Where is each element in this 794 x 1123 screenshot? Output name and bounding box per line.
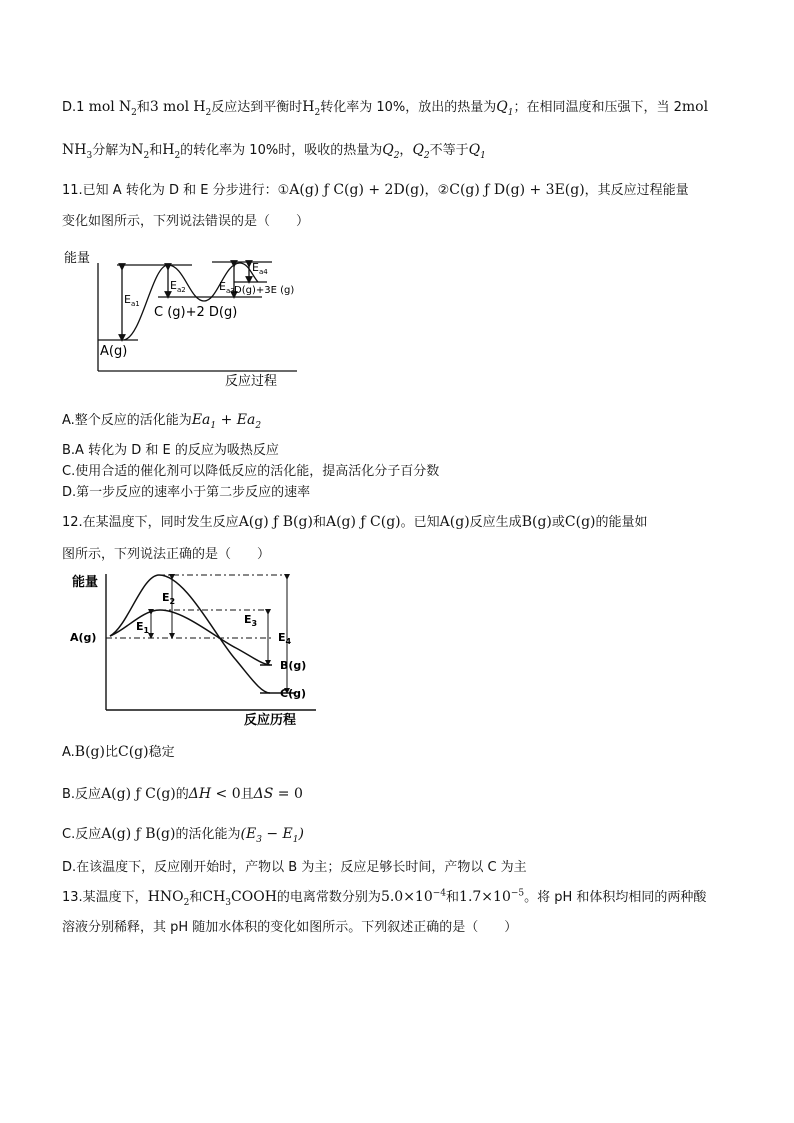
q12-ylabel: 能量 <box>72 575 99 590</box>
q12-label-e1: $E_1$ <box>136 620 150 635</box>
q11-ylabel: 能量 <box>64 251 91 266</box>
q12-energy-diagram <box>66 568 336 728</box>
q12-xlabel: 反应历程 <box>244 713 297 728</box>
q12-option-b: B.反应A(g) ƒ C(g)的ΔH < 0且ΔS = 0 <box>62 786 303 802</box>
q11-label-a: A(g) <box>100 344 128 359</box>
q12-label-b: B(g) <box>280 659 307 672</box>
q12-label-e2: $E_2$ <box>162 591 176 606</box>
q13-stem-line1: 13.某温度下，$HNO_2$和$CH_3COOH$的电离常数分别为$5.0\times 10^{-4}$和$1.7\times 10^{-5}$。将 pH 和体积均相同的两种酸 <box>62 888 707 908</box>
q11-option-c: C.使用合适的催化剂可以降低反应的活化能，提高活化分子百分数 <box>62 464 440 479</box>
q11-label-ea1: $E_{a1}$ <box>124 293 140 308</box>
q12-label-c: C(g) <box>280 687 307 700</box>
q12-option-c: C.反应A(g) ƒ B(g)的活化能为$(E_3 - E_1)$ <box>62 826 304 845</box>
q11-label-ea4: $E_{a4}$ <box>252 261 268 276</box>
q12-label-e3: $E_3$ <box>244 613 258 628</box>
q12-label-a: A(g) <box>70 631 97 644</box>
q11-label-d: D(g)+3E (g) <box>234 285 295 296</box>
q11-option-b: B.A 转化为 D 和 E 的反应为吸热反应 <box>62 443 279 458</box>
q12-option-a: A.B(g)比C(g)稳定 <box>62 744 175 760</box>
q12-label-e4: $E_4$ <box>278 631 292 646</box>
q11-energy-diagram <box>62 245 312 390</box>
q10-option-d-line1: D.1 mol $N_2$和3 mol $H_2$反应达到平衡时$H_2$转化率为 10%，放出的热量为$Q_1$；在相同温度和压强下，当 2mol <box>62 99 709 118</box>
q12-option-d: D.在该温度下，反应刚开始时，产物以 B 为主；反应足够长时间，产物以 C 为主 <box>62 860 527 875</box>
q11-curve <box>124 263 258 340</box>
q10-option-d-line2: $NH_3$分解为$N_2$和$H_2$的转化率为 10%时，吸收的热量为$Q_2$，$Q_2$不等于$Q_1$ <box>62 142 486 161</box>
q11-label-c: C (g)+2 D(g) <box>154 305 238 320</box>
q12-stem-line2: 图所示，下列说法正确的是（ ） <box>62 547 271 562</box>
q13-stem-line2: 溶液分别稀释，其 pH 随加水体积的变化如图所示。下列叙述正确的是（ ） <box>62 920 518 935</box>
q12-stem-line1: 12.在某温度下，同时发生反应A(g) ƒ B(g)和A(g) ƒ C(g)。已知A(g)反应生成B(g)或C(g)的能量如 <box>62 514 648 530</box>
q11-label-ea3: $E_{a3}$ <box>219 280 235 295</box>
q11-option-d: D.第一步反应的速率小于第二步反应的速率 <box>62 485 311 500</box>
q11-stem-line2: 变化如图所示，下列说法错误的是（ ） <box>62 214 310 229</box>
q12-curve-c <box>110 575 270 693</box>
q11-xlabel: 反应过程 <box>225 374 278 389</box>
q11-label-ea2: $E_{a2}$ <box>170 279 186 294</box>
q11-option-a: A.整个反应的活化能为$Ea_1 + Ea_2$ <box>62 412 262 431</box>
q11-stem-line1: 11.已知 A 转化为 D 和 E 分步进行：①A(g) ƒ C(g) + 2D(g)，②C(g) ƒ D(g) + 3E(g)，其反应过程能量 <box>62 182 689 198</box>
